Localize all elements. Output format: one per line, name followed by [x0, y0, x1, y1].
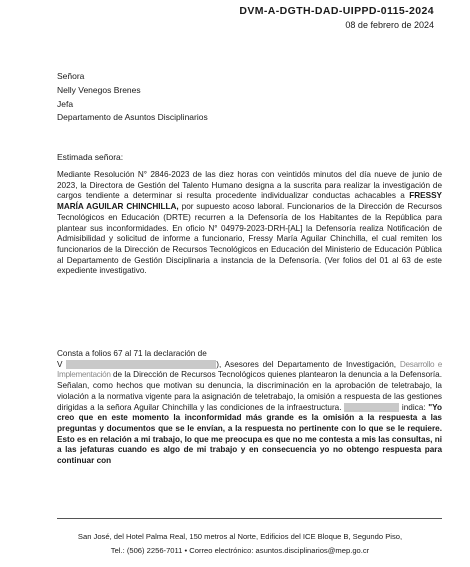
- footer-address: San José, del Hotel Palma Real, 150 metros al Norte, Edificios del ICE Bloque B, Segundo Piso,: [77, 532, 403, 541]
- footer-contact: Tel.: (506) 2256-7011 • Correo electrónico: asuntos.disciplinarios@mep.go.cr: [110, 546, 370, 555]
- p2-text-d: Desarrollo e Implementación: [57, 359, 442, 380]
- redacted-name-block-2: [344, 403, 399, 412]
- p2-text-f: indica:: [399, 402, 429, 412]
- paragraph-1: [57, 170, 442, 277]
- document-date: 08 de febrero de 2024: [345, 20, 434, 30]
- recipient-department: Departamento de Asuntos Disciplinarios: [57, 112, 208, 123]
- p2-text-b: V: [57, 359, 63, 369]
- p2-text-e: de la Dirección de Recursos Tecnológicos quienes plantearon la denuncia a la Defensoría. Señalan, como hechos que motivan su denuncia, la discriminación en la aprobación de teletrabajo, la violación a la normativa vigente para la asignación de teletrabajo, la omisión a respuesta de las gestiones dirigidas a la señora Aguilar Chinchilla y las condiciones de la infraestructura.: [57, 370, 442, 412]
- redacted-name-block: [66, 360, 216, 369]
- reference-number: DVM-A-DGTH-DAD-UIPPD-0115-2024: [239, 5, 434, 17]
- footer-divider: [57, 518, 442, 519]
- p2-text-c: ), Asesores del Departamento de Investigación,: [216, 359, 397, 369]
- recipient-salutation: Señora: [57, 71, 85, 81]
- p2-quote: "Yo creo que en este momento la inconformidad más grande es la omisión a la respuesta a las preguntas y documentos que se le envían, a la respuesta no pertinente con lo que se le requiere. Esto es en relación a mi trabajo, lo que me preocupa es que no me contesta a mis las consultas, ni a las jefaturas cuando es algo de mi trabajo y en consecuencia yo no obtengo respuesta para continuar con: [57, 402, 443, 466]
- paragraph-2: [57, 349, 442, 467]
- p1-text-a: Mediante Resolución N° 2846-2023 de las diez horas con veintidós minutos del día nueve de junio de 2023, la Directora de Gestión del Talento Humano designa a la suscrita para realizar la investigación de cargos tendiente a determinar si resulta procedente individualizar conductas achacables a: [57, 170, 442, 201]
- greeting: Estimada señora:: [57, 152, 124, 162]
- p1-investigated-name: FRESSY MARÍA AGUILAR CHINCHILLA,: [57, 191, 442, 212]
- p1-text-b: por supuesto acoso laboral. Funcionarios de la Dirección de Recursos Tecnológicos en Educación (DRTE) recurren a la Defensoría de los Habitantes de la República para plantear sus inconformidades. En oficio N° 04979-2023-DRH-[AL] la Defensoría realiza Notificación de Admisibilidad y solicitud de informe a funcionario, Fressy María Aguilar Chinchilla, el cual remiten los funcionarios de la Dirección de Recursos Tecnológicos en Educación del Ministerio de Educación Pública al Departamento de Gestión Disciplinaria a instancia de la Defensoría. (Ver folios del 01 al 63 de este expediente investigativo.: [57, 202, 442, 276]
- recipient-name: Nelly Venegos Brenes: [57, 84, 141, 95]
- p2-text-a: Consta a folios 67 al 71 la declaración de: [57, 349, 207, 358]
- recipient-role: Jefa: [57, 98, 74, 109]
- recipient-block: [57, 70, 208, 125]
